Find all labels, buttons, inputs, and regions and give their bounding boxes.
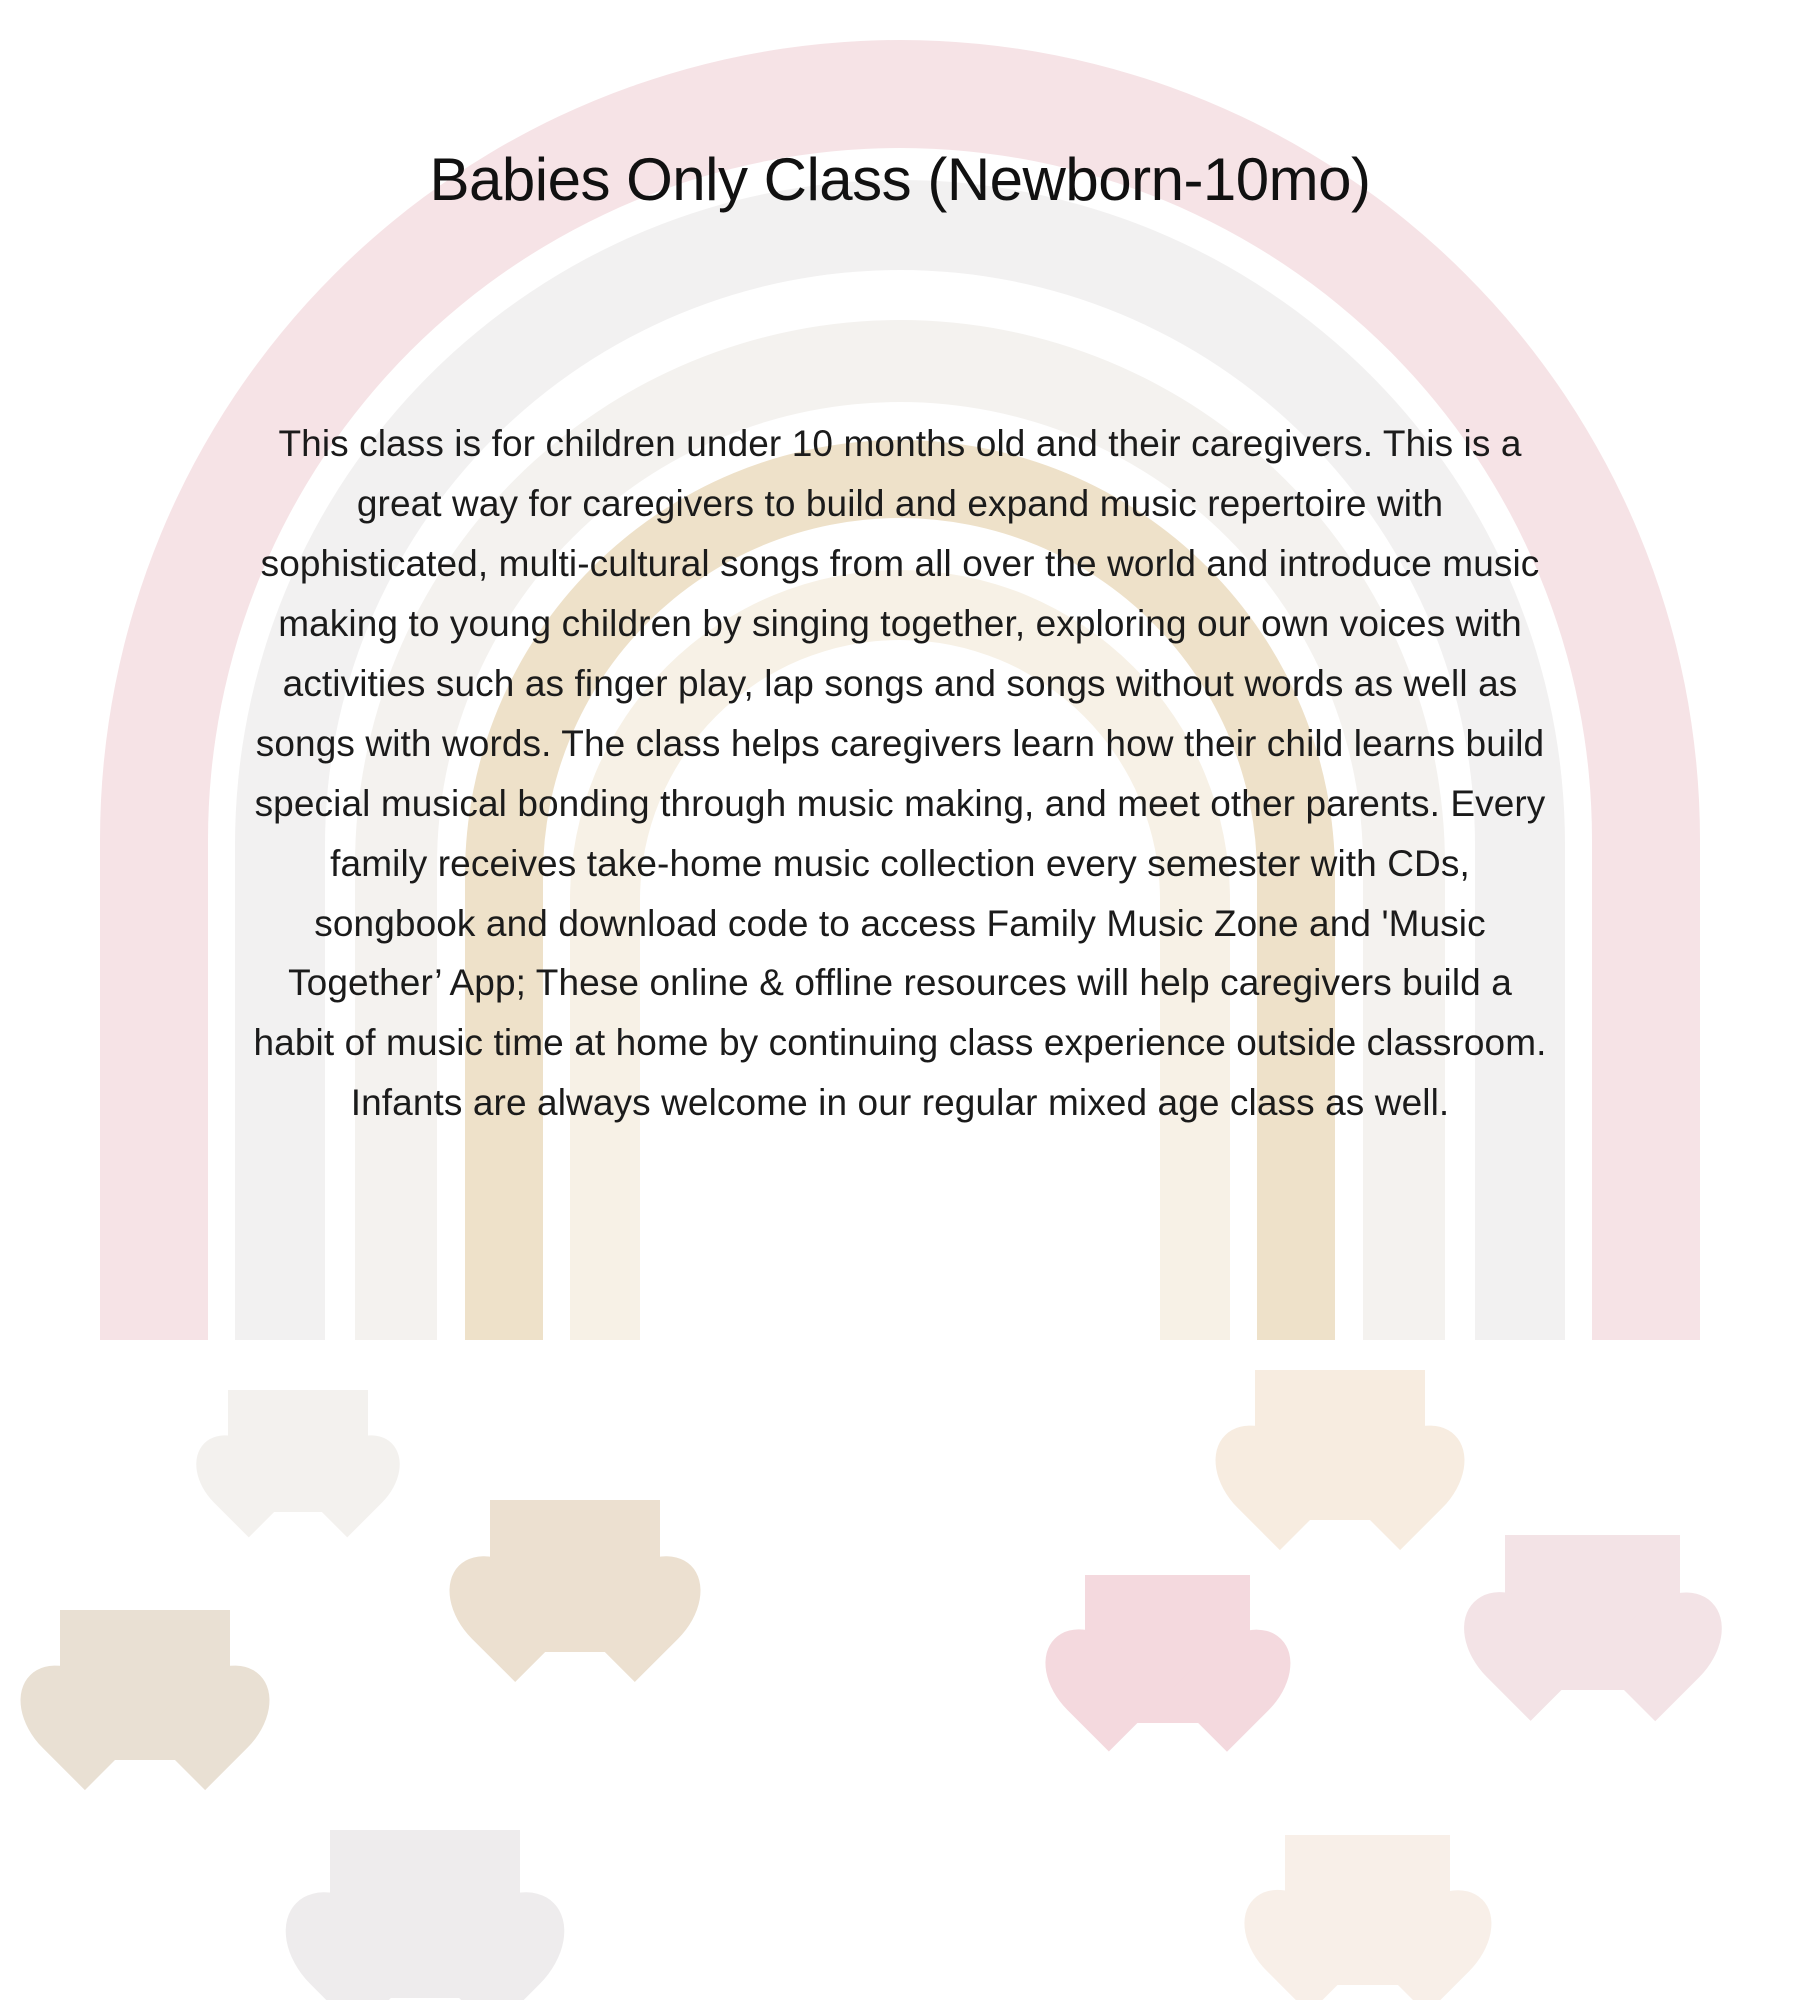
class-description: This class is for children under 10 months old and their caregivers. This is a great way for caregivers to build and expand music repertoire with sophisticated, multi-cultural songs from all over the world and introduce music making to young children by singing together, exploring our own voices with activities such as finger play, lap songs and songs without words as well as songs with words. The class helps caregivers learn how their child learns build special musical bonding through music making, and meet other parents. Every family receives take-home music collection every semester with CDs, songbook and download code to access Family Music Zone and 'Music Together’ App; These online & offline resources will help caregivers build a habit of music time at home by continuing class experience outside classroom. Infants are always welcome in our regular mixed age class as well. <box>253 423 1547 1124</box>
heart-icon <box>330 1830 520 1998</box>
heart-icon <box>1085 1575 1250 1723</box>
heart-icon <box>228 1390 368 1512</box>
heart-icon <box>60 1610 230 1760</box>
heart-icon <box>1285 1835 1450 1985</box>
heart-icon <box>1255 1370 1425 1520</box>
heart-icon <box>1505 1535 1680 1690</box>
page-title: Babies Only Class (Newborn-10mo) <box>429 146 1371 213</box>
heart-icon <box>490 1500 660 1652</box>
